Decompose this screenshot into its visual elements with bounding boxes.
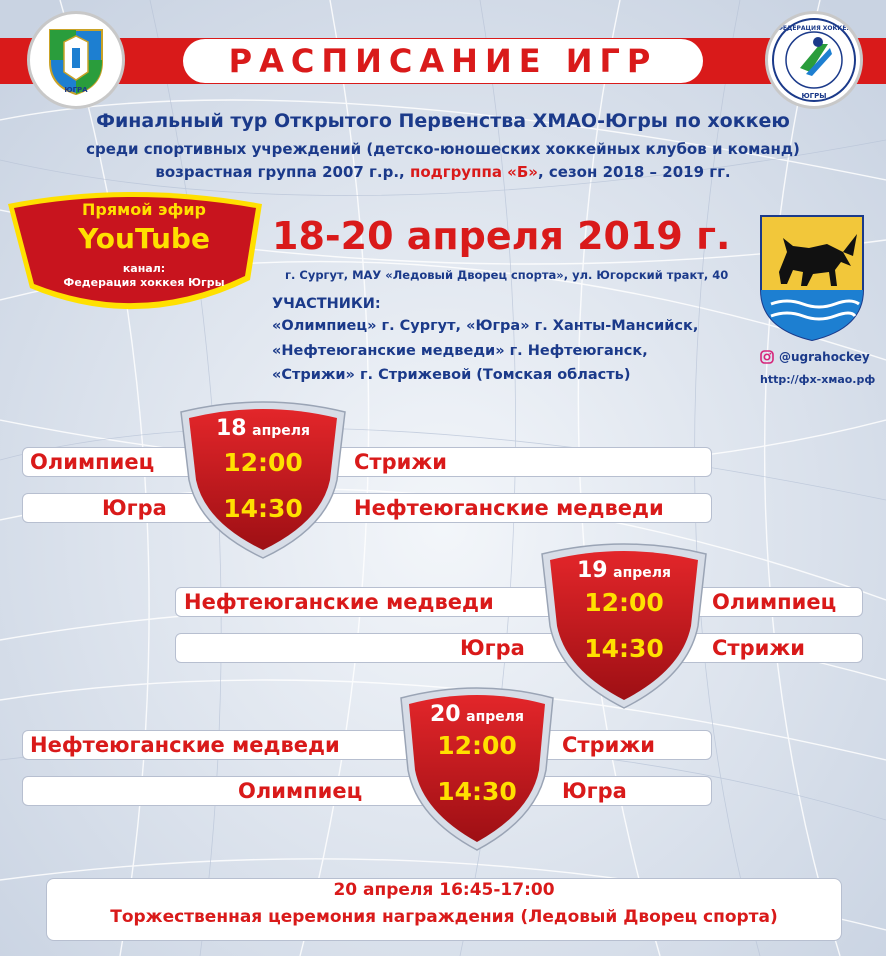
participants-line: «Стрижи» г. Стрижевой (Томская область) [272,367,631,383]
game-time: 12:00 [437,731,517,760]
stream-platform: YouTube [78,222,210,255]
day-label-18 [190,416,336,441]
website-link[interactable]: http://фх-хмао.рф [760,373,876,386]
title-banner-frame [0,38,886,84]
ceremony-text: Торжественная церемония награждения (Ледовый Дворец спорта) [110,907,778,927]
day-number: 20 [429,702,461,727]
away-team: Стрижи [354,450,447,474]
game-time: 14:30 [584,634,664,663]
participants-line: «Нефтеюганские медведи» г. Нефтеюганск, [272,343,648,359]
instagram-handle[interactable] [760,350,870,364]
home-team: Олимпиец [238,779,363,803]
home-team: Югра [460,636,525,660]
away-team: Стрижи [712,636,805,660]
day-number: 19 [576,558,608,583]
away-team: Югра [562,779,627,803]
event-dates: 18-20 апреля 2019 г. [272,214,731,258]
ceremony-time: 20 апреля 16:45-17:00 [333,880,555,900]
game-time: 12:00 [223,448,303,477]
event-venue: г. Сургут, МАУ «Ледовый Дворец спорта», ул. Югорский тракт, 40 [285,268,729,282]
tournament-title: Финальный тур Открытого Первенства ХМАО-Югры по хоккею [96,110,790,132]
home-team: Югра [102,496,167,520]
stream-channel-name: Федерация хоккея Югры [63,276,225,289]
home-team: Нефтеюганские медведи [184,590,494,614]
participants-line: «Олимпиец» г. Сургут, «Югра» г. Ханты-Мансийск, [272,318,699,334]
group-subgroup: подгруппа «Б» [409,163,538,181]
day-month: апреля [613,565,672,581]
away-team: Олимпиец [712,590,837,614]
federation-label-top: ФЕДЕРАЦИЯ ХОККЕЯ [776,25,852,32]
day-month: апреля [466,709,525,725]
federation-label-bottom: ЮГРЫ [801,92,827,100]
game-time: 14:30 [437,777,517,806]
instagram-icon [760,350,774,364]
tournament-group [0,163,886,181]
page-title: РАСПИСАНИЕ ИГР [183,39,704,83]
region-emblem [27,11,125,109]
stream-live-label: Прямой эфир [82,200,206,219]
coat-of-arms-icon [36,20,116,100]
instagram-text: @ugrahockey [779,350,870,364]
day-month: апреля [252,423,311,439]
participants-title: УЧАСТНИКИ: [272,296,381,312]
day-label-20 [404,702,550,727]
away-team: Стрижи [562,733,655,757]
day-label-19 [551,558,697,583]
emblem-label: ЮГРА [64,86,88,94]
tournament-subtitle: среди спортивных учреждений (детско-юношеских хоккейных клубов и команд) [86,140,800,158]
day-number: 18 [215,416,247,441]
group-age: возрастная группа 2007 г.р., [155,163,410,181]
home-team: Олимпиец [30,450,155,474]
stream-channel-label: канал: [122,262,166,275]
federation-logo [765,11,863,109]
city-coat-of-arms [757,212,867,342]
away-team: Нефтеюганские медведи [354,496,664,520]
group-season: , сезон 2018 – 2019 гг. [537,163,731,181]
game-time: 12:00 [584,588,664,617]
game-time: 14:30 [223,494,303,523]
home-team: Нефтеюганские медведи [30,733,340,757]
federation-logo-icon [770,16,858,104]
